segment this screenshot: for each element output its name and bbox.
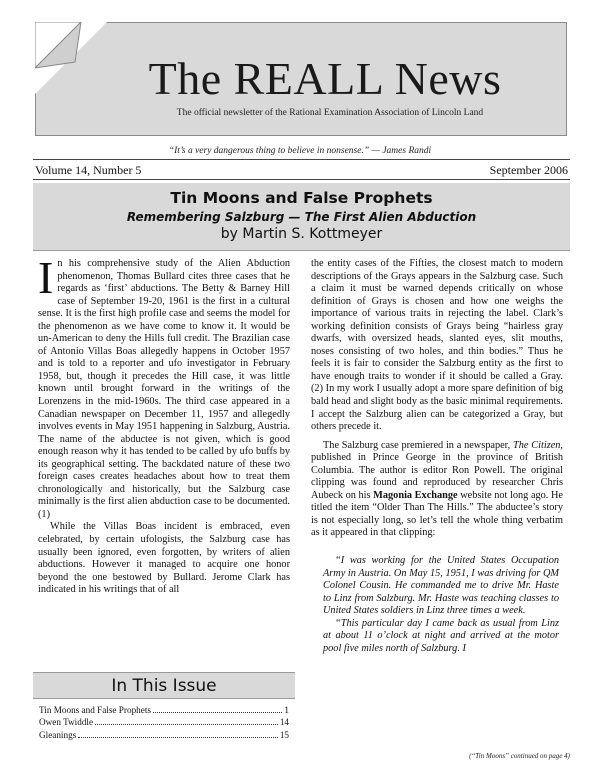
toc-list [33, 699, 295, 741]
divider [33, 159, 570, 160]
article-title: Tin Moons and False Prophets [170, 189, 433, 207]
masthead [35, 22, 567, 136]
newsletter-title: The REALL News [148, 53, 502, 104]
toc-item-title: Gleanings [39, 729, 77, 740]
paragraph-text: website not long ago. He titled the item “Older Than The Hills.” The abductee’s story is not especially long, so let’s tell the whole thing verbatim as it appeared in that clipping: [311, 489, 563, 539]
in-this-issue-box [33, 672, 295, 772]
volume-number: Volume 14, Number 5 [35, 163, 142, 177]
drop-cap: I [38, 252, 54, 303]
newsletter-subtitle: The official newsletter of the Rational Examination Association of Lincoln Land [176, 108, 484, 118]
page-curl-icon [35, 22, 107, 94]
toc-item[interactable] [39, 716, 289, 728]
toc-item-page: 15 [279, 729, 289, 740]
article-byline: by Martin S. Kottmeyer [220, 226, 383, 242]
website-name: Magonia Exchange [373, 489, 458, 501]
in-this-issue-heading: In This Issue [33, 672, 295, 699]
toc-item-title: Owen Twiddle [39, 717, 94, 728]
quoted-paragraph: “This particular day I came back as usual from Linz at about 11 o’clock at night and arrived at the motor pool five miles north of Salzburg. I [323, 617, 559, 654]
masthead-quote: “It’s a very dangerous thing to believe in nonsense.” — James Randi [168, 146, 432, 156]
article-subtitle: Remembering Salzburg — The First Alien Abduction [126, 210, 477, 224]
issue-date: September 2006 [489, 163, 568, 177]
paragraph-text: n his comprehensive study of the Alien Abduction phenomenon, Thomas Bullard cites three cases that he regards as ‘first’ abductions. The Betty & Barney Hill case of September 19-20, 1961 is the first in a cultural sense. It is the first high profile case and seems the model for the phenomenon as we have come to know it. It would be un-American to deny the Hills full credit. The Brazilian case of Antonio Villas Boas allegedly happens in October 1957 and is told to a reporter and ufo investigator in February 1958, but, though it precedes the Hill case, it was little known until brought forward in the writings of the Lorenzens in the mid-1960s. The third case appeared in a Canadian newspaper on December 11, 1957 and allegedly involves events in May 1951 happening in Salzburg, Austria. The name of the abductee is not given, which is good enough reason why it has tended to be called by ufo buffs by its geographical setting. The backdated nature of these two foreign cases creates headaches about how to treat them chronologically and historically, but the Salzburg case minimally is the first alien abduction case to be documented. (1) [38, 258, 290, 520]
continued-note: (“Tin Moons” continued on page 4) [469, 752, 570, 760]
toc-item-page: 14 [279, 717, 289, 728]
paragraph-text: The Salzburg case premiered in a newspaper, [323, 439, 514, 451]
article-column-right [311, 258, 563, 655]
article-paragraph: the entity cases of the Fifties, the closest match to modern descriptions of the Grays appears in the Salzburg case. Such a claim it must be warned depends critically on whose definition of Grays is chosen and how one weighs the importance of various traits in rejecting the label. Clark’s working definition consists of Grays being “hairless gray dwarfs, with oversized heads, slanted eyes, slit mouths, noses consisting of two holes, and thin bodies.” Thus he feels it is fair to consider the Salzburg entity as the first to have enough traits to wonder if it should be called a Gray. (2) In my work I usually adopt a more spare definition of big bald head and slight body as the basic minimal requirements. I accept the Salzburg alien can be categorized a Gray, but others precede it. [311, 258, 563, 433]
newspaper-name: The Citizen [513, 439, 561, 451]
article-paragraph [311, 440, 563, 540]
toc-item[interactable] [39, 729, 289, 741]
article-column-left [38, 252, 290, 597]
toc-item-page: 1 [284, 705, 289, 715]
toc-item[interactable] [39, 704, 289, 716]
article-header [33, 183, 570, 251]
article-paragraph [38, 252, 290, 521]
paragraph-text: , published in Prince George in the province of British Columbia. The author is editor Ron Powell. The original clipping was found and reproduced by researcher Chris Aubeck on his [311, 439, 563, 501]
divider [33, 179, 570, 180]
article-paragraph: While the Villas Boas incident is embraced, even celebrated, by certain ufologists, the Salzburg case has usually been ignored, even forgotten, by writers of alien abductions. However it managed to acquire one honor beyond the one bestowed by Bullard. Jerome Clark has indicated in his writings that of all [38, 521, 290, 596]
toc-item-title: Tin Moons and False Prophets [39, 705, 151, 715]
quoted-paragraph: “I was working for the United States Occupation Army in Austria. On May 15, 1951, I was driving for QM Colonel Cousin. He commanded me to drive Mr. Haste to Linz from Salzburg. Mr. Haste was teaching classes to United States soldiers in Linz three times a week. [323, 555, 559, 617]
